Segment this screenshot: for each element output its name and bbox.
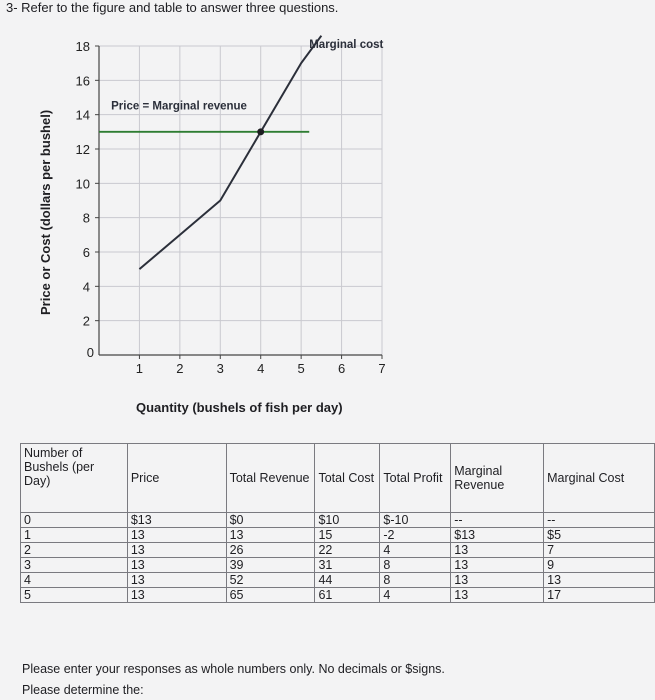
table-header-cell: Marginal Revenue: [451, 444, 544, 513]
table-cell: 2: [21, 543, 128, 558]
table-cell: 13: [451, 543, 544, 558]
table-cell: 52: [226, 573, 315, 588]
table-cell: 8: [380, 573, 451, 588]
table-header-cell: Total Cost: [315, 444, 380, 513]
table-cell: 13: [451, 558, 544, 573]
table-row: [21, 573, 655, 588]
table-cell: --: [544, 513, 655, 528]
table-row: [21, 588, 655, 603]
x-tick-label: 3: [216, 361, 224, 376]
table-cell: 13: [544, 573, 655, 588]
y-tick-label: 10: [75, 176, 90, 192]
marginal-cost-label: Marginal cost: [309, 39, 384, 51]
table-cell: 26: [226, 543, 315, 558]
table-cell: 13: [451, 573, 544, 588]
table-cell: 22: [315, 543, 380, 558]
table-row: [21, 513, 655, 528]
table-cell: $13: [451, 528, 544, 543]
marginal-cost-line: [139, 36, 321, 269]
table-cell: $-10: [380, 513, 451, 528]
table-cell: 13: [127, 528, 226, 543]
table-cell: 17: [544, 588, 655, 603]
x-tick-label: 1: [135, 361, 144, 376]
table-header-cell: Number of Bushels (per Day): [21, 444, 128, 513]
table-cell: 4: [21, 573, 128, 588]
table-cell: 61: [315, 588, 380, 603]
table-cell: 5: [21, 588, 128, 603]
table-cell: 13: [127, 558, 226, 573]
table-cell: 65: [226, 588, 315, 603]
origin-label: 0: [86, 345, 94, 360]
prompt-text: Please determine the:: [22, 683, 144, 697]
table-cell: 13: [226, 528, 315, 543]
y-tick-label: 8: [82, 210, 90, 226]
data-table: [20, 443, 655, 603]
question-header: 3- Refer to the figure and table to answer three questions.: [6, 0, 339, 15]
table-cell: 8: [380, 558, 451, 573]
intersection-point: [257, 128, 264, 135]
table-cell: 31: [315, 558, 380, 573]
price-marginal-revenue-label: Price = Marginal revenue: [111, 100, 247, 113]
table-cell: 4: [380, 543, 451, 558]
table-cell: 7: [544, 543, 655, 558]
table-row: [21, 543, 655, 558]
table-row: [21, 558, 655, 573]
table-header-cell: Total Revenue: [226, 444, 315, 513]
y-tick-label: 18: [75, 39, 90, 54]
table-cell: 4: [380, 588, 451, 603]
x-tick-label: 7: [378, 361, 386, 376]
table-cell: $0: [226, 513, 315, 528]
table-cell: 13: [127, 573, 226, 588]
y-axis-label: Price or Cost (dollars per bushel): [38, 109, 53, 315]
marginal-cost-chart: [0, 18, 655, 418]
x-tick-label: 2: [176, 361, 184, 376]
table-cell: 44: [315, 573, 380, 588]
table-header-row: [21, 444, 655, 513]
table-header-cell: Price: [127, 444, 226, 513]
table-cell: 0: [21, 513, 128, 528]
table-header-cell: Marginal Cost: [544, 444, 655, 513]
table-cell: --: [451, 513, 544, 528]
x-tick-label: 5: [297, 361, 305, 376]
table-cell: 15: [315, 528, 380, 543]
table-row: [21, 528, 655, 543]
x-tick-label: 6: [337, 361, 346, 376]
table-cell: 39: [226, 558, 315, 573]
table-cell: $10: [315, 513, 380, 528]
y-tick-label: 4: [82, 279, 90, 295]
table-cell: $5: [544, 528, 655, 543]
table-cell: 1: [21, 528, 128, 543]
table-cell: 13: [127, 588, 226, 603]
x-axis-label: Quantity (bushels of fish per day): [136, 400, 343, 415]
y-tick-label: 2: [82, 313, 90, 329]
table-cell: 13: [127, 543, 226, 558]
table-cell: -2: [380, 528, 451, 543]
instructions-text: Please enter your responses as whole numbers only. No decimals or $signs.: [22, 662, 445, 676]
y-tick-label: 16: [75, 73, 90, 89]
y-tick-label: 12: [75, 142, 90, 157]
y-tick-label: 6: [82, 245, 90, 260]
table-cell: 9: [544, 558, 655, 573]
table-header-cell: Total Profit: [380, 444, 451, 513]
table-body: [21, 513, 655, 603]
table-cell: 13: [451, 588, 544, 603]
y-tick-label: 14: [75, 107, 90, 123]
table-cell: 3: [21, 558, 128, 573]
x-tick-label: 4: [257, 361, 265, 376]
table-cell: $13: [127, 513, 226, 528]
